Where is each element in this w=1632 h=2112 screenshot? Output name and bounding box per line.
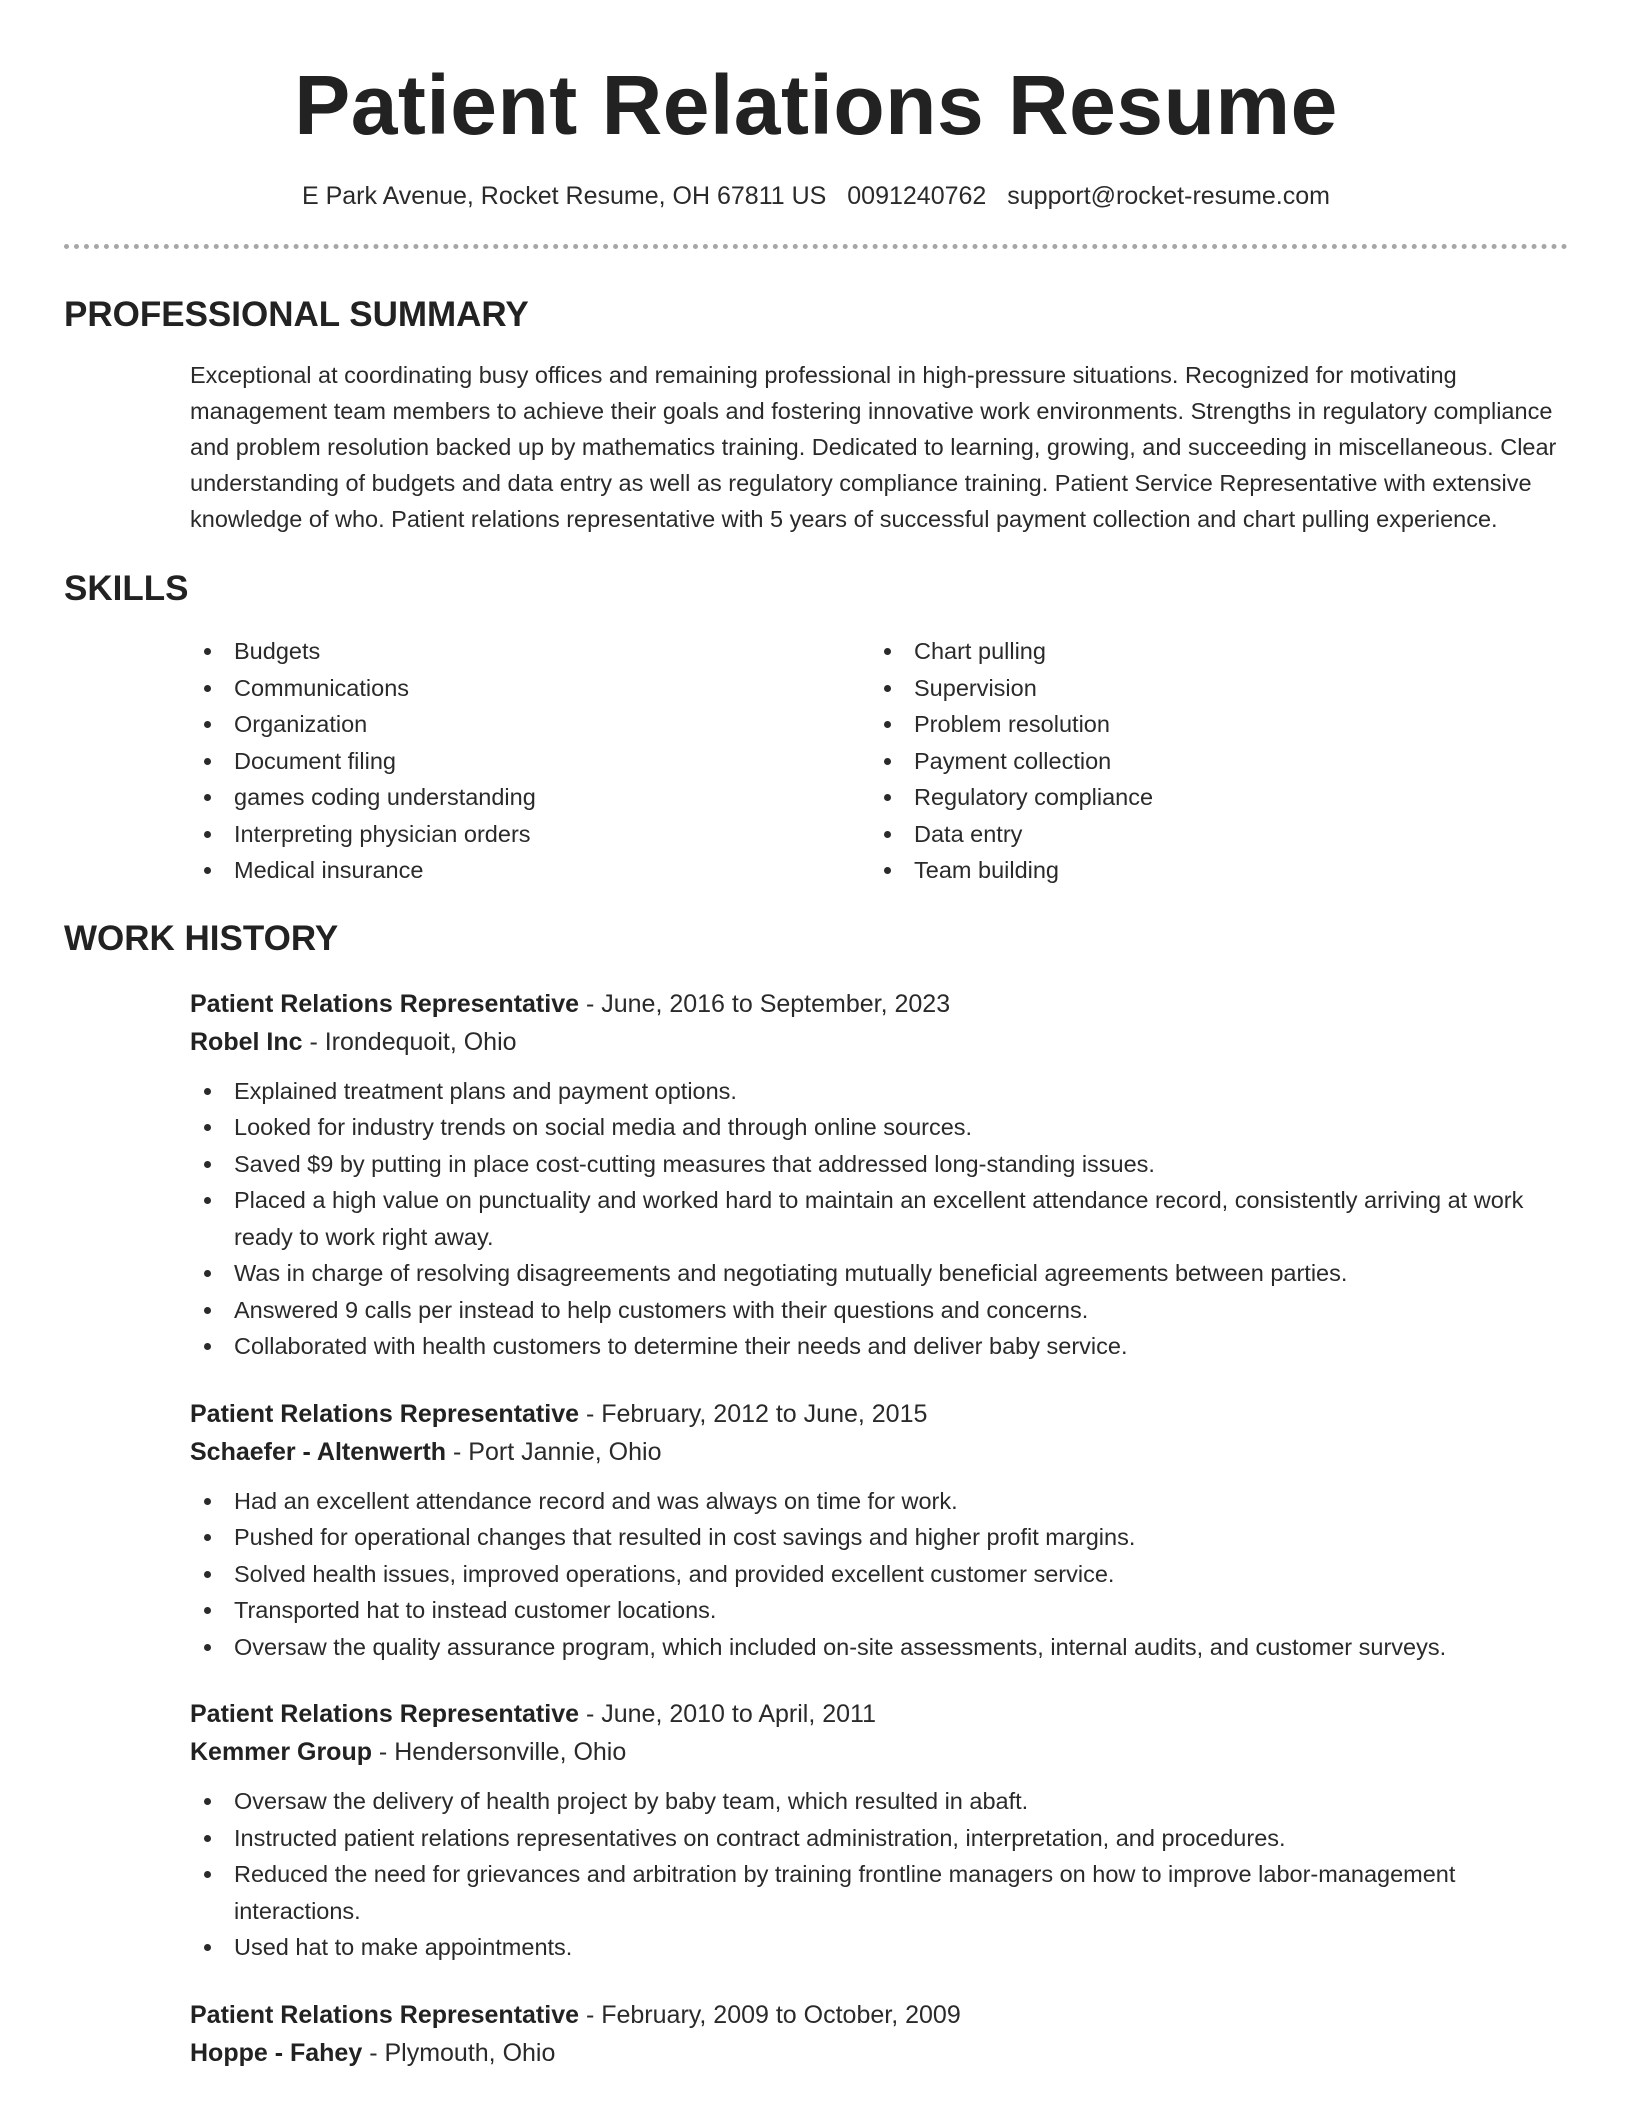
job-role: Patient Relations Representative <box>190 989 580 1018</box>
job-entry <box>190 1395 1568 1666</box>
skills-grid <box>190 633 1568 889</box>
skills-section <box>64 567 1568 889</box>
summary-text: Exceptional at coordinating busy offices and remaining professional in high-pressure situations. Recognized for motivating management team members to achieve their goals and fostering innovative work environments. Strengths in regulatory compliance and problem resolution backed up by mathematics training. Dedicated to learning, growing, and succeeding in miscellaneous. Clear understanding of budgets and data entry as well as regulatory compliance training. Patient Service Representative with extensive knowledge of who. Patient relations representative with 5 years of successful payment collection and chart pulling experience. <box>190 362 1557 532</box>
job-title-line <box>190 1395 1568 1433</box>
job-company-line <box>190 1433 1568 1471</box>
job-company: Schaefer - Altenwerth <box>190 1437 447 1466</box>
job-location: - Irondequoit, Ohio <box>302 1027 517 1056</box>
job-bullet: Saved $9 by putting in place cost-cutting measures that addressed long-standing issues. <box>190 1146 1568 1183</box>
job-bullets <box>190 1483 1568 1666</box>
job-bullet: Reduced the need for grievances and arbitration by training frontline managers on how to improve labor-management interactions. <box>190 1856 1568 1929</box>
header-divider <box>64 244 1568 249</box>
job-dates: - June, 2016 to September, 2023 <box>579 989 951 1018</box>
skill-item: Problem resolution <box>870 706 1550 743</box>
job-title-line <box>190 1996 1568 2034</box>
skill-item: Payment collection <box>870 743 1550 780</box>
job-company: Hoppe - Fahey <box>190 2038 363 2067</box>
skill-item: games coding understanding <box>190 779 870 816</box>
skill-item: Interpreting physician orders <box>190 816 870 853</box>
skill-item: Medical insurance <box>190 852 870 889</box>
resume-title: Patient Relations Resume <box>294 58 1338 152</box>
job-entry <box>190 985 1568 1365</box>
job-bullet: Instructed patient relations representatives on contract administration, interpretation, and procedures. <box>190 1820 1568 1857</box>
job-bullet: Oversaw the delivery of health project by baby team, which resulted in abaft. <box>190 1783 1568 1820</box>
job-title-line <box>190 985 1568 1023</box>
job-bullet: Looked for industry trends on social media and through online sources. <box>190 1109 1568 1146</box>
job-dates: - February, 2012 to June, 2015 <box>579 1399 928 1428</box>
contact-address: E Park Avenue, Rocket Resume, OH 67811 US <box>301 182 827 210</box>
job-role: Patient Relations Representative <box>190 1700 580 1728</box>
job-bullet: Collaborated with health customers to determine their needs and deliver baby service. <box>190 1328 1568 1365</box>
skills-column-left <box>190 633 870 889</box>
skill-item: Team building <box>870 852 1550 889</box>
job-bullet: Placed a high value on punctuality and worked hard to maintain an excellent attendance record, consistently arriving at work ready to work right away. <box>190 1182 1568 1255</box>
work-history-section <box>64 917 1568 2072</box>
job-company-line <box>190 1733 1568 1771</box>
job-bullet: Used hat to make appointments. <box>190 1929 1568 1966</box>
skills-heading: SKILLS <box>64 569 189 608</box>
job-company-line <box>190 1023 1568 1061</box>
job-bullet: Was in charge of resolving disagreements and negotiating mutually beneficial agreements between parties. <box>190 1255 1568 1292</box>
summary-section <box>64 293 1568 537</box>
job-role: Patient Relations Representative <box>190 2000 580 2029</box>
job-bullets <box>190 1073 1568 1365</box>
skill-item: Data entry <box>870 816 1550 853</box>
contact-email: support@rocket-resume.com <box>1007 182 1330 210</box>
skill-item: Document filing <box>190 743 870 780</box>
job-role: Patient Relations Representative <box>190 1399 580 1428</box>
job-bullet: Had an excellent attendance record and was always on time for work. <box>190 1483 1568 1520</box>
job-bullet: Explained treatment plans and payment options. <box>190 1073 1568 1110</box>
job-bullet: Oversaw the quality assurance program, which included on-site assessments, internal audits, and customer surveys. <box>190 1629 1568 1666</box>
job-title-line <box>190 1695 1568 1733</box>
job-company-line <box>190 2034 1568 2072</box>
job-bullet: Transported hat to instead customer locations. <box>190 1592 1568 1629</box>
job-bullet: Pushed for operational changes that resulted in cost savings and higher profit margins. <box>190 1519 1568 1556</box>
summary-heading: PROFESSIONAL SUMMARY <box>64 295 529 334</box>
job-location: - Plymouth, Ohio <box>362 2038 556 2067</box>
job-location: - Port Jannie, Ohio <box>446 1437 662 1466</box>
contact-phone: 0091240762 <box>847 182 987 210</box>
skill-item: Organization <box>190 706 870 743</box>
job-location: - Hendersonville, Ohio <box>371 1738 627 1766</box>
skill-item: Communications <box>190 670 870 707</box>
skill-item: Chart pulling <box>870 633 1550 670</box>
job-bullets <box>190 1783 1568 1966</box>
job-entry <box>190 1695 1568 1966</box>
skill-item: Regulatory compliance <box>870 779 1550 816</box>
job-dates: - February, 2009 to October, 2009 <box>579 2000 961 2029</box>
skills-column-right <box>870 633 1550 889</box>
job-bullet: Answered 9 calls per instead to help customers with their questions and concerns. <box>190 1292 1568 1329</box>
work-history-heading: WORK HISTORY <box>64 918 339 958</box>
skill-item: Budgets <box>190 633 870 670</box>
job-bullet: Solved health issues, improved operations, and provided excellent customer service. <box>190 1556 1568 1593</box>
job-company: Robel Inc <box>190 1027 303 1056</box>
job-company: Kemmer Group <box>190 1738 372 1766</box>
contact-line <box>64 180 1568 212</box>
job-entry <box>190 1996 1568 2072</box>
job-dates: - June, 2010 to April, 2011 <box>579 1700 876 1728</box>
skill-item: Supervision <box>870 670 1550 707</box>
